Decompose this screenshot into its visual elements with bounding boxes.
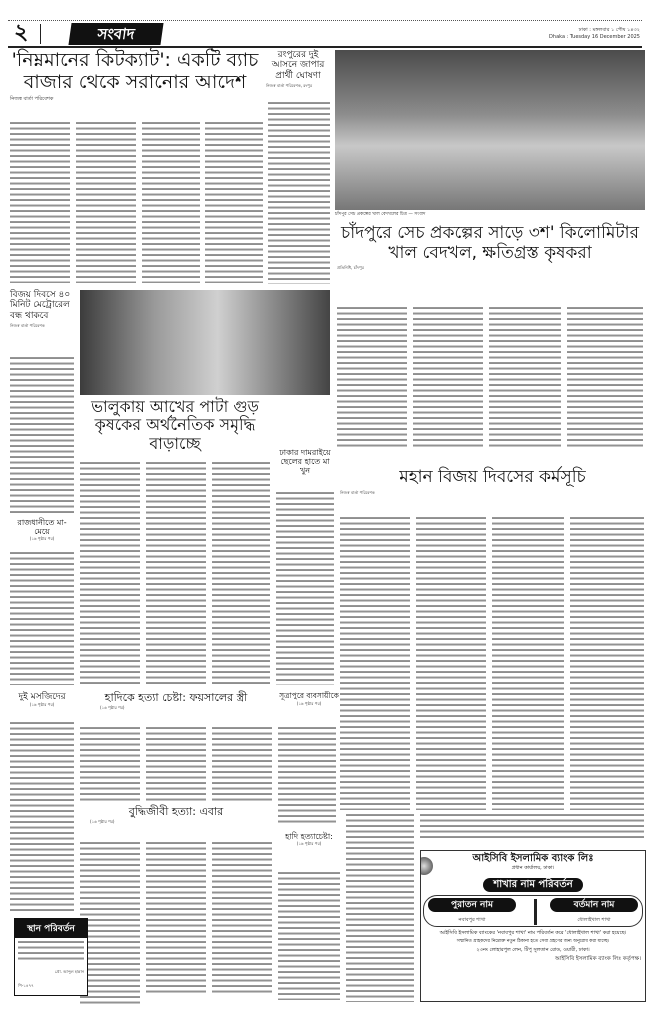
notice-title: স্থান পরিবর্তন: [15, 919, 87, 938]
byline: নিজস্ব বার্তা পরিবেশক: [340, 489, 375, 495]
top-dotted-rule: [8, 20, 642, 21]
article-hadi-hotyachesta: [278, 832, 340, 846]
article-body: [146, 725, 206, 803]
article-rangpur: [266, 50, 330, 88]
article-body: [492, 515, 564, 810]
article-bhaluka: [80, 398, 270, 453]
article-hadi: [80, 692, 272, 710]
date-block: [549, 27, 640, 40]
byline: প্রতিনিধি, চাঁদপুর: [337, 265, 364, 271]
notice-code: পি-১৪৭৭: [18, 983, 34, 988]
article-body: [268, 100, 330, 284]
old-name-label: পুরাতন নাম: [428, 898, 516, 913]
article-chandpur: [335, 224, 645, 270]
article-body: [212, 460, 270, 685]
old-name: নবাবপুর শাখা: [458, 916, 486, 923]
article-body: [212, 840, 272, 995]
article-body: [340, 515, 410, 810]
notice-body: [18, 939, 84, 963]
article-body: [276, 490, 334, 685]
article-body: [337, 305, 407, 447]
jaggery-photo: [80, 290, 330, 395]
canal-photo: [335, 50, 645, 210]
article-body: [10, 120, 70, 283]
bank-logo-icon: [420, 857, 433, 875]
jump-note: (১৬ পৃষ্ঠার পর): [296, 841, 322, 847]
date-bangla: ঢাকা : মঙ্গলবার ১ পৌষ ১৪৩২: [578, 27, 640, 33]
article-body: [212, 725, 272, 803]
byline: নিজস্ব বার্তা পরিবেশক: [10, 323, 45, 329]
article-body: [420, 812, 644, 840]
article-bijoy: [340, 468, 645, 495]
jump-note: (১৬ পৃষ্ঠার পর): [29, 536, 55, 542]
article-body: [205, 120, 263, 283]
date-english: Dhaka : Tuesday 16 December 2025: [549, 33, 640, 40]
notice-box: [14, 918, 88, 996]
divider: [534, 899, 537, 925]
article-body: [567, 305, 643, 447]
article-body: [80, 460, 140, 685]
article-body: [142, 120, 200, 283]
bank-name: আইসিবি ইসলামিক ব্যাংক লিঃ: [472, 853, 594, 864]
article-metro: [10, 290, 74, 328]
jump-note: (১৬ পৃষ্ঠার পর): [90, 818, 115, 824]
notice-signer: প্রো. আব্দুল হান্নান: [54, 969, 84, 974]
headline-hadi-hotyachesta: হাদি হত্যাচেষ্টা:: [285, 832, 333, 841]
article-kitkat: [10, 50, 260, 102]
ad-title: শাখার নাম পরিবর্তন: [483, 878, 582, 892]
ad-line-2: সম্মানিত গ্রাহকদের নিম্নোক্ত নতুন ঠিকানা হতে সেবা গ্রহণের জন্য অনুরোধ করা যাচ্ছে।: [456, 938, 610, 944]
article-body: [10, 720, 74, 912]
headline-chandpur: চাঁদপুরে সেচ প্রকল্পের সাড়ে ৩শ' কিলোমিটার খাল বেদখল, ক্ষতিগ্রস্ত কৃষকরা: [341, 223, 639, 263]
article-body: [80, 840, 140, 1005]
article-body: [10, 355, 74, 515]
article-body: [80, 725, 140, 803]
article-body: [416, 515, 486, 810]
headline-kitkat: 'নিম্নমানের কিটক্যাট': একটি ব্যাচ বাজার থেকে সরানোর আদেশ: [11, 49, 259, 93]
article-sutrapur: [278, 692, 340, 706]
divider: [40, 24, 41, 44]
article-body: [146, 840, 206, 995]
ad-line-3: ২৩নং লোহারপুল লেন, টিপু সুলতান রোড, ওয়ারী, ঢাকা।: [476, 946, 590, 953]
article-rajdhani: [10, 518, 74, 542]
headline-sutrapur: সূত্রাপুরে ব্যবসায়ীকে: [279, 691, 339, 700]
headline-metro: বিজয় দিবসে ৪০ মিনিট মেট্রোরেল বন্ধ থাকবে: [10, 290, 71, 321]
photo-caption: চাঁদপুর সেচ প্রকল্পের খাল বেদখলের চিত্র — সংবাদ: [335, 212, 645, 218]
article-body: [278, 725, 336, 825]
headline-mosjid: দুই মসজিদের: [18, 692, 66, 702]
byline: নিজস্ব বার্তা পরিবেশক: [10, 95, 54, 102]
headline-rajdhani: রাজধানীতে মা-মেয়ে: [17, 518, 67, 537]
headline-rangpur: রংপুরের দুই আসনে জাপার প্রার্থী ঘোষণা: [271, 50, 325, 81]
article-body: [146, 460, 206, 685]
page-number: ২: [14, 20, 29, 45]
ad-line-1: আইসিবি ইসলামিক ব্যাংকের 'নবাবপুর শাখা' নাম পরিবর্তন করে 'ধোলাইখাল শাখা' করা হয়েছে।: [439, 929, 627, 936]
bank-office: প্রধান কার্যালয়, ঢাকা।: [511, 865, 555, 871]
new-name-label: বর্তমান নাম: [550, 898, 638, 913]
header-rule: [8, 46, 642, 48]
article-body: [76, 120, 136, 283]
jump-note: (১৬ পৃষ্ঠার পর): [100, 704, 125, 710]
article-dhamrai: [276, 448, 334, 476]
headline-hadi: হাদিকে হত্যা চেষ্টা: ফয়সালের স্ত্রী: [104, 691, 248, 704]
jump-note: (১৬ পৃষ্ঠার পর): [296, 700, 322, 706]
name-change-frame: [423, 895, 643, 927]
article-mosjid: [10, 692, 74, 708]
headline-bhaluka: ভালুকায় আখের পাটা গুড় কৃষকের অর্থনৈতিক সমৃদ্ধি বাড়াচ্ছে: [91, 397, 259, 453]
article-body: [570, 515, 644, 810]
article-body: [489, 305, 561, 447]
masthead-logo: সংবাদ: [68, 23, 163, 45]
article-body: [413, 305, 483, 447]
headline-buddhijibi: বুদ্ধিজীবী হত্যা: এবার: [128, 805, 224, 818]
headline-dhamrai: ঢাকার দামরাইয়ে ছেলের হাতে মা খুন: [279, 448, 331, 476]
article-body: [10, 550, 74, 685]
article-body: [346, 812, 414, 1002]
byline: নিজস্ব বার্তা পরিবেশক, রংপুর: [266, 83, 313, 89]
new-name: ধোলাইখাল শাখা: [577, 916, 611, 923]
headline-bijoy-dibosh: মহান বিজয় দিবসের কর্মসূচি: [399, 467, 586, 487]
bank-advertisement: [420, 850, 646, 1002]
article-buddhijibi: [80, 806, 272, 824]
jump-note: (১৬ পৃষ্ঠার পর): [29, 702, 55, 708]
article-body: [278, 870, 340, 1000]
ad-footer: আইসিবি ইসলামিক ব্যাংক লিঃ কর্তৃপক্ষ।: [555, 955, 641, 962]
